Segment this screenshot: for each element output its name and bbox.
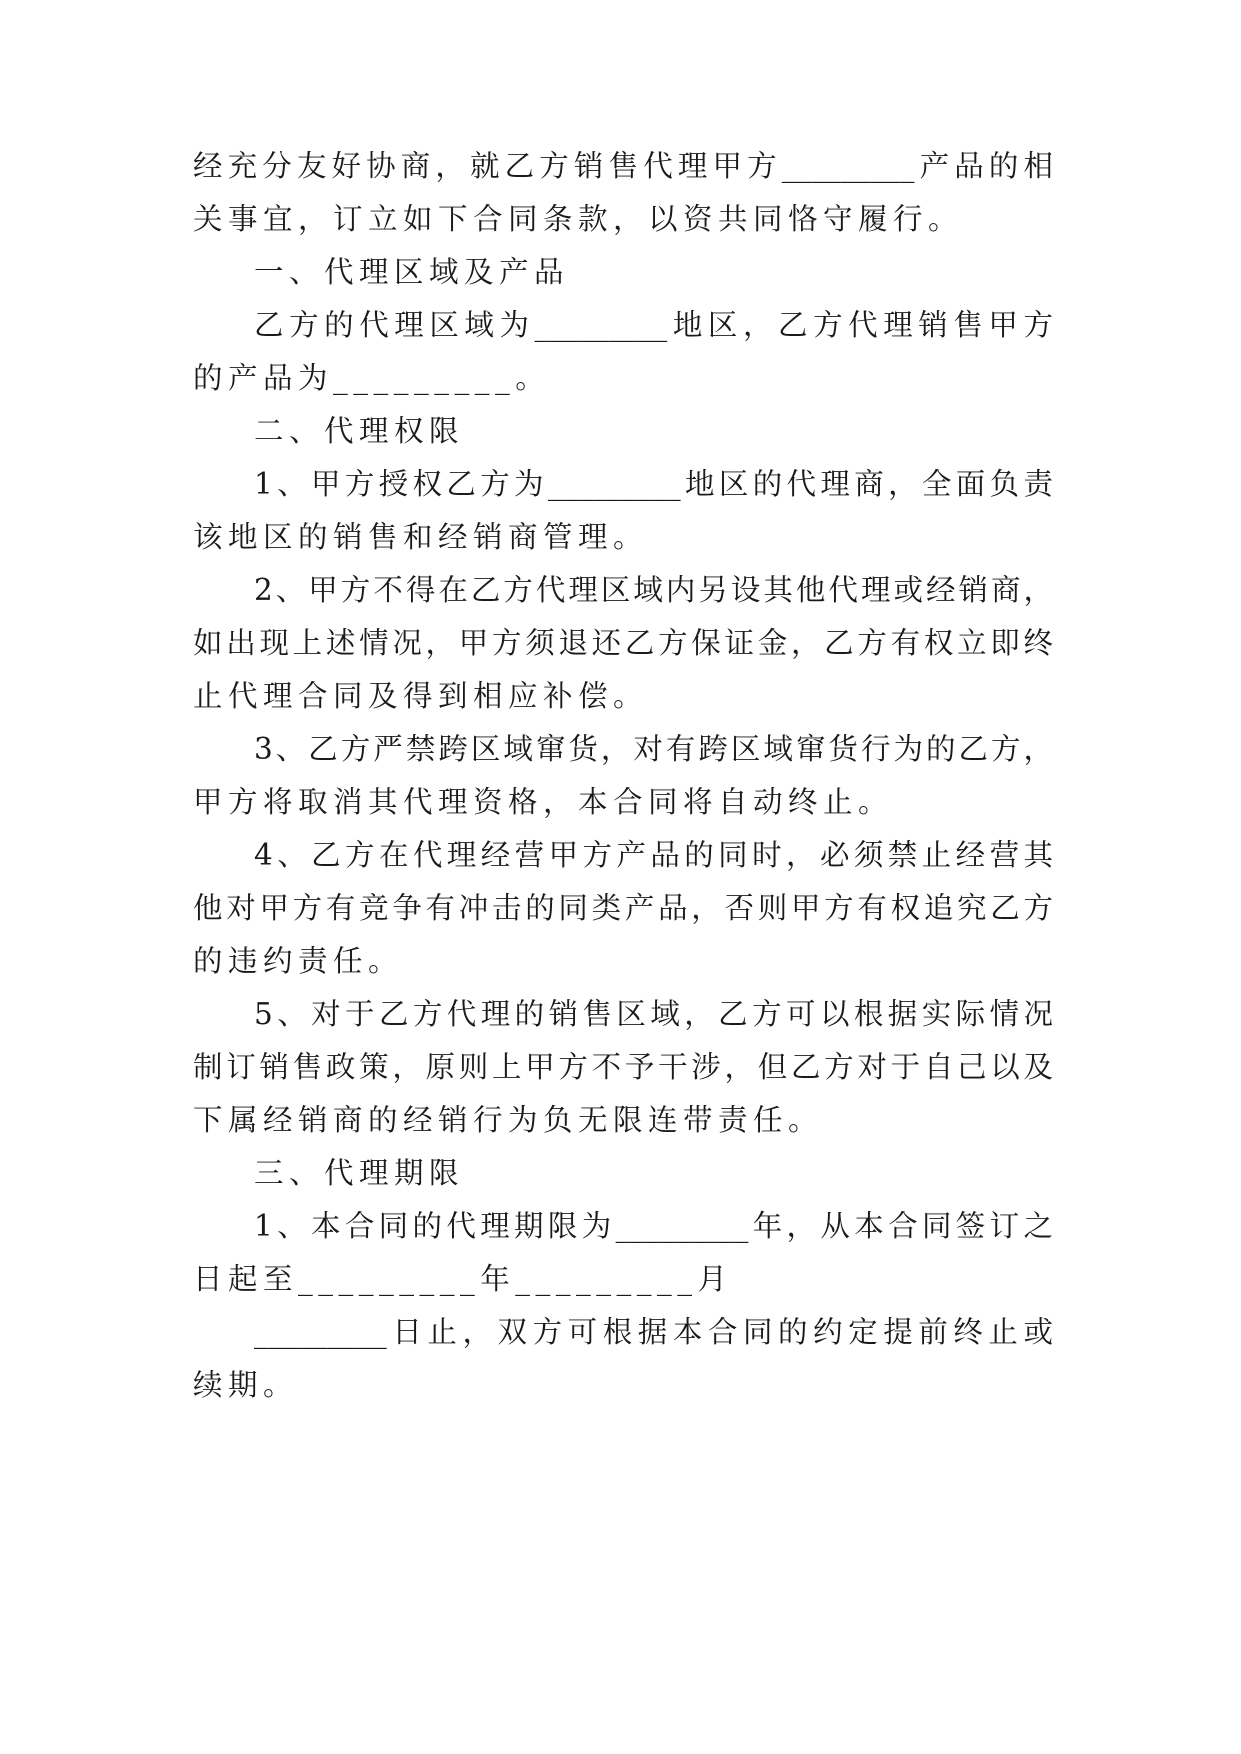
- text-line: 该地区的销售和经销商管理。: [193, 520, 649, 554]
- text-line: 止代理合同及得到相应补偿。: [193, 679, 649, 713]
- text-line: 经充分友好协商，就乙方销售代理甲方_________产品的相: [193, 149, 1053, 183]
- text-line: 1、本合同的代理期限为_________年，从本合同签订之: [254, 1209, 1053, 1243]
- text-line: 的产品为_________。: [193, 361, 551, 395]
- text-line: 乙方的代理区域为_________地区，乙方代理销售甲方: [254, 308, 1053, 342]
- text-line: 下属经销商的经销行为负无限连带责任。: [193, 1103, 824, 1137]
- text-line: 如出现上述情况，甲方须退还乙方保证金，乙方有权立即终: [193, 626, 1053, 660]
- text-line: 3、乙方严禁跨区域窜货，对有跨区域窜货行为的乙方，: [254, 732, 1053, 766]
- text-line: 的违约责任。: [193, 944, 404, 978]
- text-line: 关事宜，订立如下合同条款，以资共同恪守履行。: [193, 202, 964, 236]
- text-line: 2、甲方不得在乙方代理区域内另设其他代理或经销商，: [254, 573, 1053, 607]
- text-line: 5、对于乙方代理的销售区域，乙方可以根据实际情况: [254, 997, 1053, 1031]
- text-line: 1、甲方授权乙方为_________地区的代理商，全面负责: [254, 467, 1053, 501]
- text-line: 甲方将取消其代理资格，本合同将自动终止。: [193, 785, 894, 819]
- text-line: 制订销售政策，原则上甲方不予干涉，但乙方对于自己以及: [193, 1050, 1053, 1084]
- section-heading: 二、代理权限: [254, 414, 465, 448]
- section-heading: 一、代理区域及产品: [254, 255, 570, 289]
- text-line: 4、乙方在代理经营甲方产品的同时，必须禁止经营其: [254, 838, 1053, 872]
- text-line: 日起至_________年_________月: [193, 1262, 733, 1296]
- text-line: 续期。: [193, 1368, 299, 1402]
- text-line: 他对甲方有竞争有冲击的同类产品，否则甲方有权追究乙方: [193, 891, 1053, 925]
- section-heading: 三、代理期限: [254, 1156, 465, 1190]
- text-line: _________日止，双方可根据本合同的约定提前终止或: [254, 1315, 1053, 1349]
